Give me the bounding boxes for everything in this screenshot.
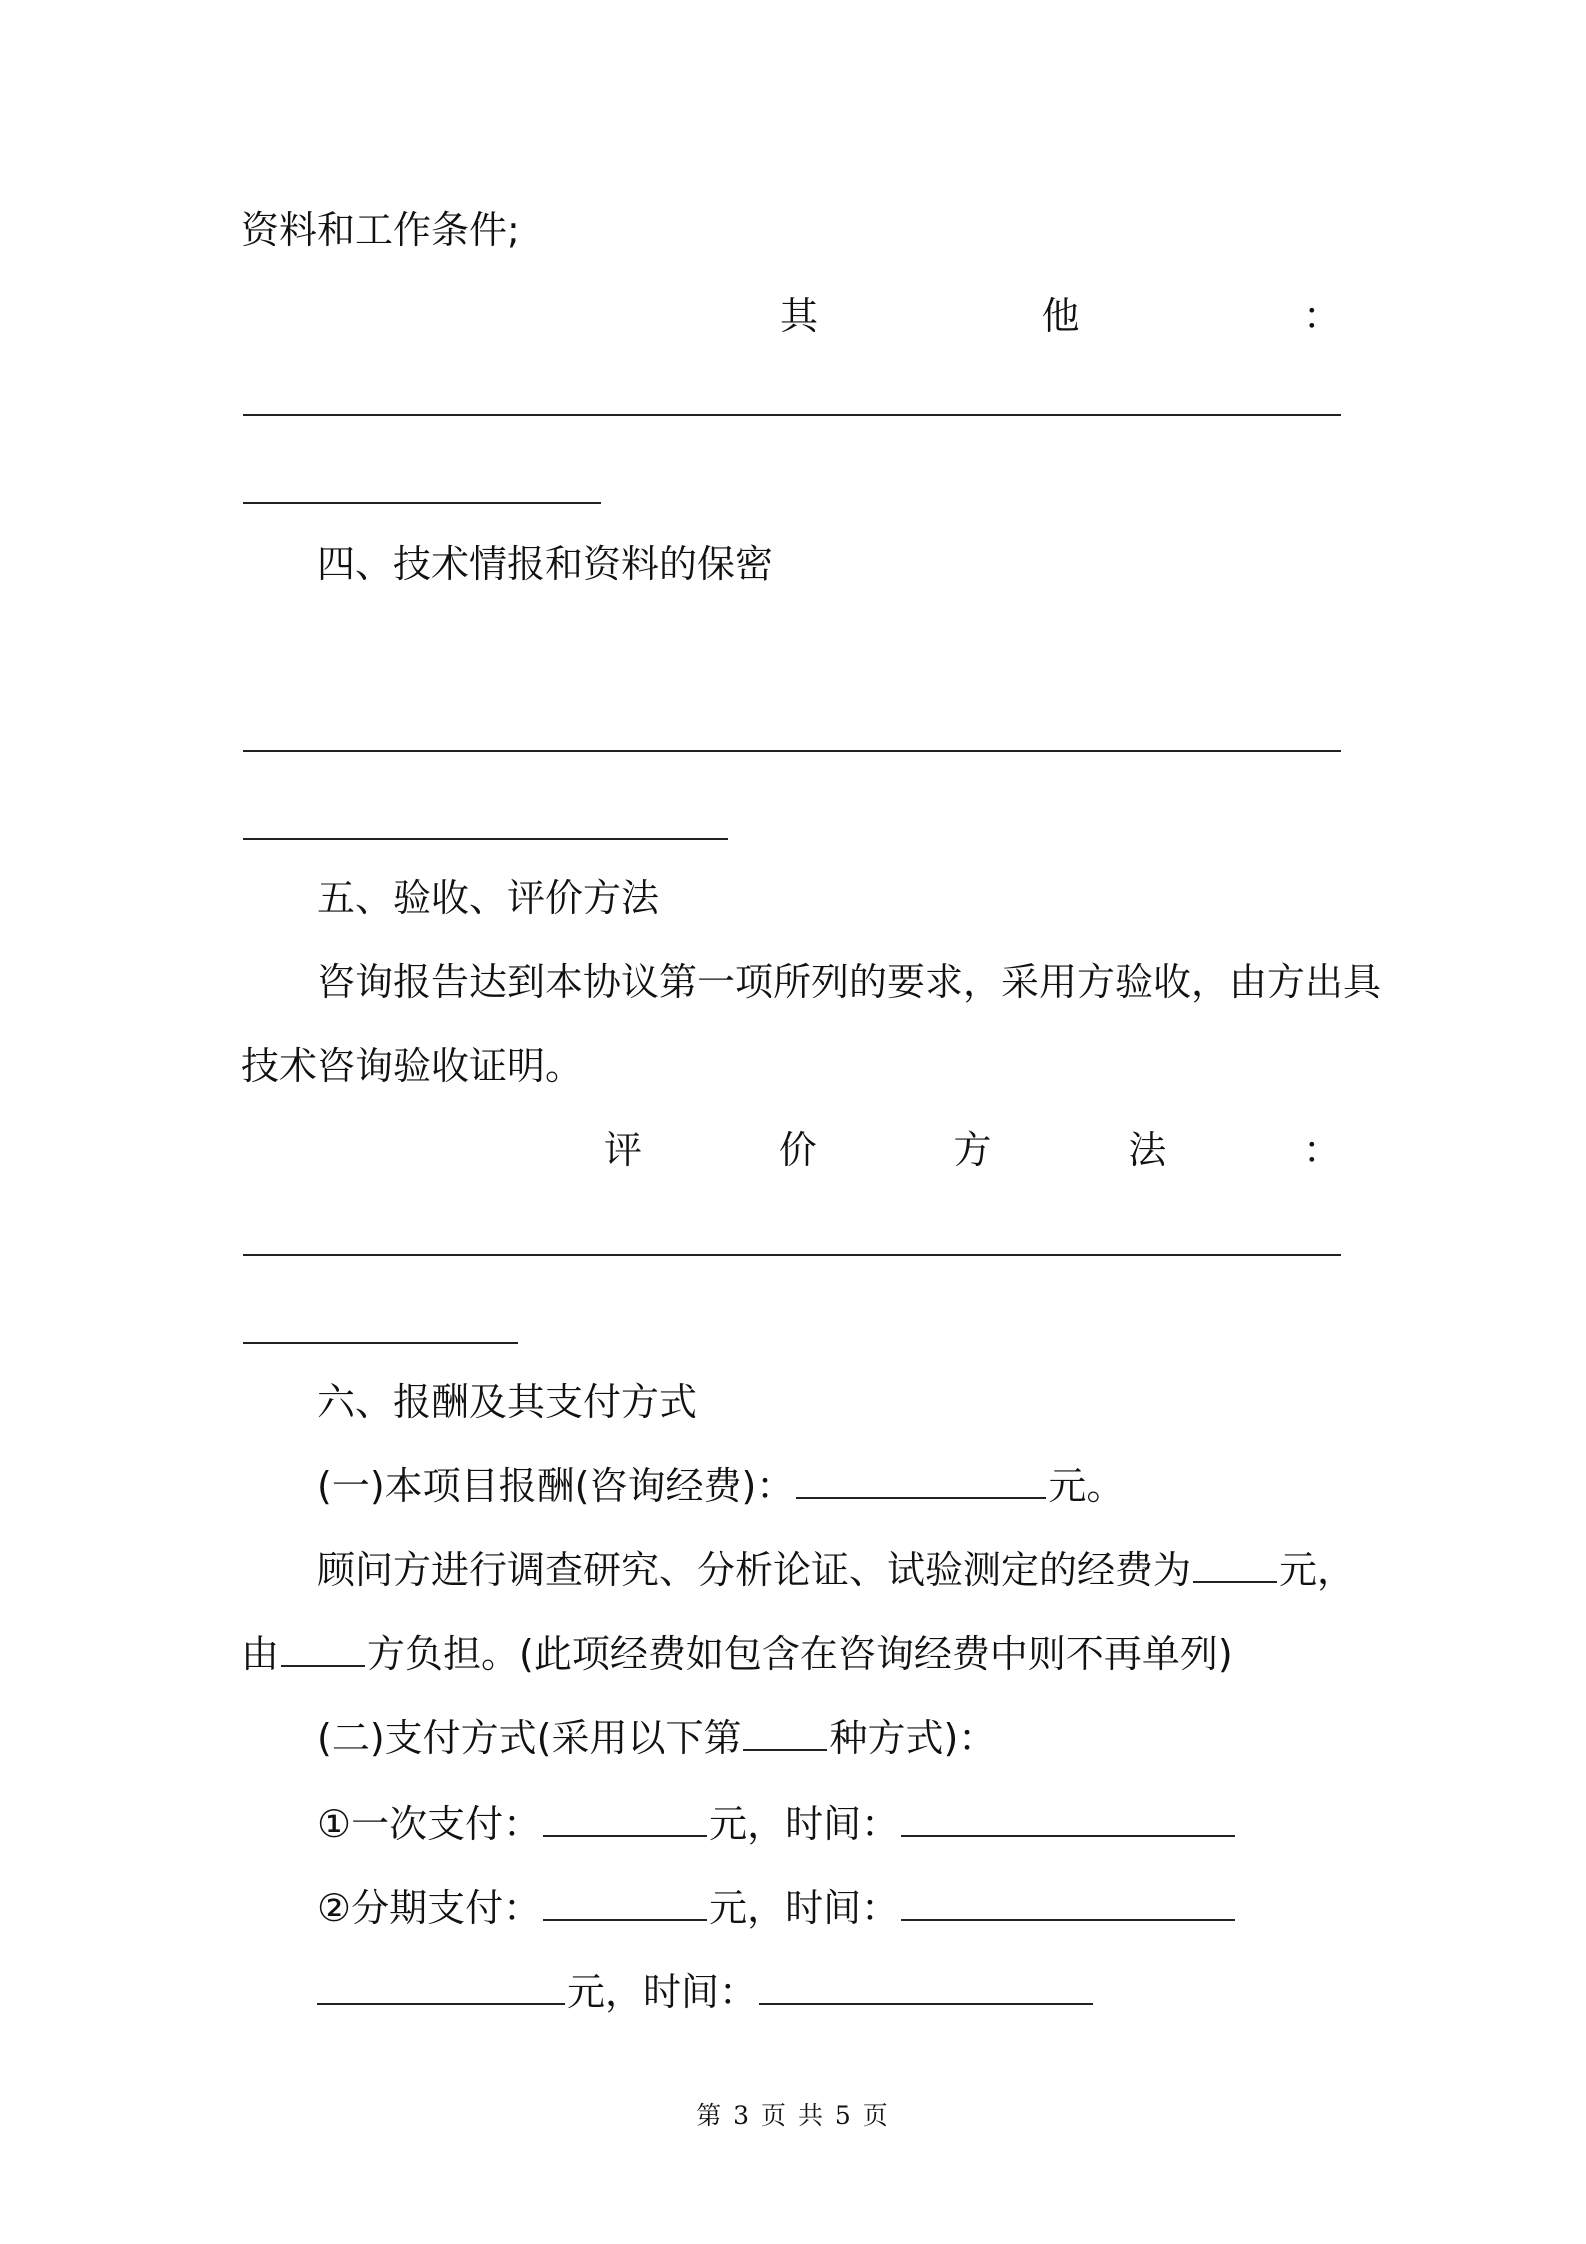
installment-line-2 (317, 1966, 1347, 2018)
pay-once-label: ①一次支付： (317, 1802, 542, 1846)
borne-prefix: 由 (241, 1632, 280, 1676)
installment-time-blank (759, 1973, 1093, 2005)
other-char-1: 其 (780, 294, 819, 338)
pay-once-yuan-time: 元，时间： (709, 1802, 900, 1846)
fill-line (243, 502, 601, 504)
section-6-item-1 (317, 1460, 1347, 1512)
item-1-suffix: 元。 (1048, 1464, 1125, 1508)
pay-installment-label: ②分期支付： (317, 1886, 542, 1930)
section-5-paragraph-line-1: 咨询报告达到本协议第一项所列的要求，采用方验收，由方出具 (317, 960, 1382, 1004)
borne-suffix: 方负担。(此项经费如包含在咨询经费中则不再单列) (367, 1632, 1233, 1676)
eval-char-2: 价 (778, 1128, 817, 1172)
fill-line (243, 414, 1341, 416)
pay-installment-time-blank (901, 1889, 1235, 1921)
pay-once-line (317, 1798, 1347, 1850)
evaluation-method-label (604, 1124, 1341, 1176)
expense-suffix: 元， (1279, 1548, 1356, 1592)
pay-installment-yuan-time: 元，时间： (709, 1886, 900, 1930)
pay-once-amount-blank (543, 1805, 707, 1837)
party-blank (281, 1635, 365, 1667)
continuation-text: 资料和工作条件; (241, 208, 520, 252)
section-6-heading: 六、报酬及其支付方式 (317, 1380, 698, 1424)
other-label (780, 290, 1341, 342)
eval-char-1: 评 (604, 1128, 643, 1172)
item-2-text: (二)支付方式(采用以下第 (317, 1716, 742, 1760)
eval-char-4: 法 (1128, 1128, 1167, 1172)
pay-installment-line (317, 1882, 1347, 1934)
pay-installment-amount-blank (543, 1889, 707, 1921)
section-4-heading: 四、技术情报和资料的保密 (317, 542, 774, 586)
fill-line (243, 1342, 518, 1344)
fill-line (243, 750, 1341, 752)
item-1-text: (一)本项目报酬(咨询经费)： (317, 1464, 795, 1508)
installment-amount-blank (317, 1973, 565, 2005)
other-char-3: ： (1302, 294, 1341, 338)
other-char-2: 他 (1041, 294, 1080, 338)
section-6-paragraph-line-1 (317, 1544, 1356, 1596)
page-number-footer: 第 3 页 共 5 页 (696, 2101, 890, 2130)
fee-blank (796, 1467, 1046, 1499)
item-2-suffix: 种方式)： (829, 1716, 997, 1760)
method-blank (743, 1719, 827, 1751)
section-5-heading: 五、验收、评价方法 (317, 876, 660, 920)
eval-char-3: 方 (953, 1128, 992, 1172)
section-6-item-2 (317, 1712, 1347, 1764)
expense-text: 顾问方进行调查研究、分析论证、试验测定的经费为 (317, 1548, 1192, 1592)
pay-once-time-blank (901, 1805, 1235, 1837)
installment-yuan-time: 元，时间： (567, 1970, 758, 2014)
fill-line (243, 838, 728, 840)
section-5-paragraph-line-2: 技术咨询验收证明。 (241, 1044, 584, 1088)
section-6-paragraph-line-2 (241, 1628, 1341, 1680)
fill-line (243, 1254, 1341, 1256)
expense-blank (1193, 1551, 1277, 1583)
eval-char-5: ： (1302, 1128, 1341, 1172)
